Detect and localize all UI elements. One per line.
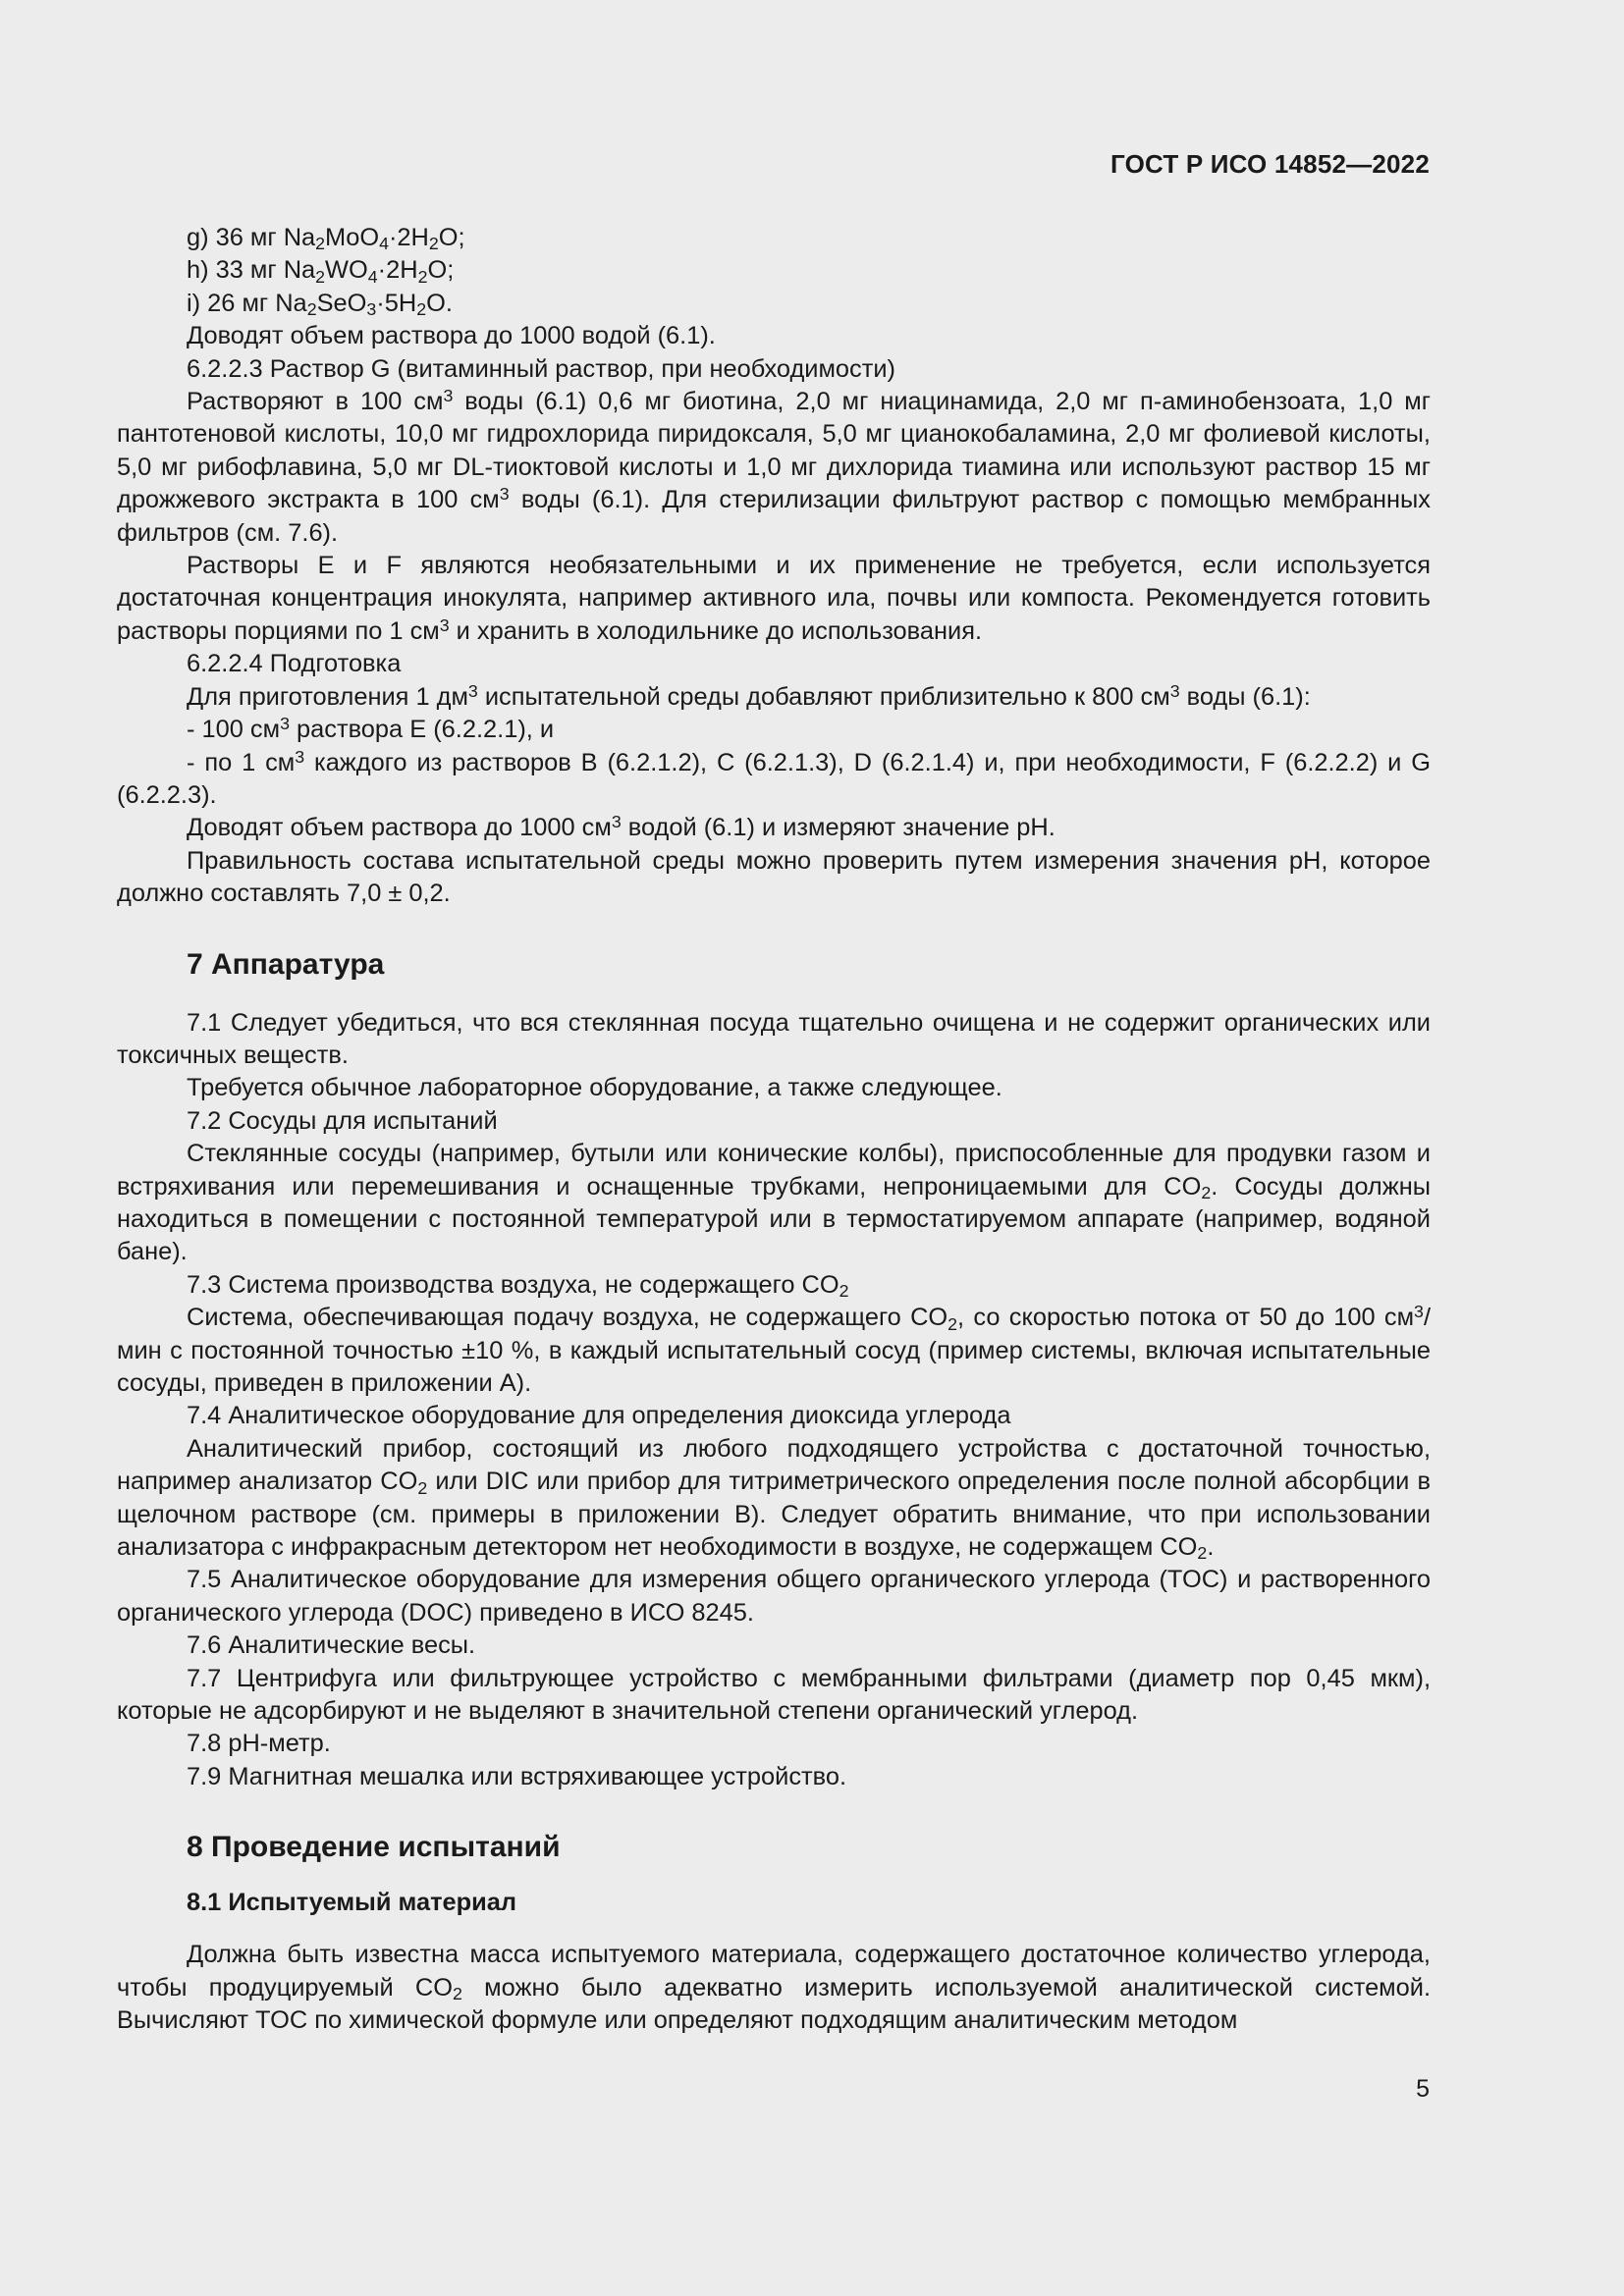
- clause-8-1-body: Должна быть известна масса испытуемого материала, содержащего достаточное количество углерода, чтобы продуцируемый $CO_2$ можно было адекватно измерить используемой аналитической системой. Вычисляют TOC по химической формуле или определяют подходящим аналитическим методом: [117, 1941, 1432, 2035]
- section-title-8: 8 Проведение испытаний: [187, 1831, 561, 1864]
- clause-7-5: 7.5 Аналитическое оборудование для измерения общего органического углерода (TOC) и растворенного органического углерода (DOC) приведено в ИСО 8245.: [117, 1566, 1431, 1627]
- clause-7-9: 7.9 Магнитная мешалка или встряхивающее устройство.: [187, 1762, 847, 1790]
- clause-title-7-2: 7.2 Сосуды для испытаний: [187, 1106, 498, 1135]
- clause-title-7-3: 7.3 Система производства воздуха, не содержащего $CO_2$: [187, 1270, 849, 1302]
- clause-7-6: 7.6 Аналитические весы.: [187, 1631, 476, 1660]
- paragraph-adjust-volume-ph: Доводят объем раствора до 1000 $см^3$ водой (6.1) и измеряют значение pH.: [187, 812, 1056, 842]
- standard-header: ГОСТ Р ИСО 14852—2022: [1110, 149, 1430, 179]
- section-title-7: 7 Аппаратура: [187, 947, 385, 981]
- clause-7-1: 7.1 Следует убедиться, что вся стеклянная посуда тщательно очищена и не содержит органических или токсичных веществ.: [117, 1008, 1431, 1069]
- preparation-item-1: - 100 $см^3$ раствора E (6.2.2.1), и: [187, 714, 555, 744]
- list-item-g: g) 36 мг $Na_2MoO_4\cdot 2H_2O$;: [187, 224, 465, 254]
- clause-7-8: 7.8 pH-метр.: [187, 1730, 331, 1758]
- paragraph-solutions-e-f: Растворы E и F являются необязательными и их применение не требуется, если используется достаточная концентрация инокулята, например активного ила, почвы или компоста. Рекомендуется готовить растворы порциями по 1 $см^3$ и хранить в холодильнике до использования.: [117, 552, 1431, 645]
- clause-title-7-4: 7.4 Аналитическое оборудование для определения диоксида углерода: [187, 1402, 1011, 1430]
- clause-title-6-2-2-4: 6.2.2.4 Подготовка: [187, 650, 402, 678]
- list-item-h: h) 33 мг $Na_2WO_4\cdot 2H_2O$;: [187, 256, 455, 287]
- paragraph-adjust-volume: Доводят объем раствора до 1000 водой (6.1).: [187, 322, 716, 350]
- clause-7-4-body: Аналитический прибор, состоящий из любого подходящего устройства с достаточной точностью, например анализатор $CO_2$ или DIC или прибор для титриметрического определения после полной абсорбции в щелочном растворе (см. примеры в приложении B). Следует обратить внимание, что при использовании анализатора с инфракрасным детектором нет необходимости в воздухе, не содержащем $CO_2$.: [117, 1434, 1431, 1564]
- clause-7-2-body: Стеклянные сосуды (например, бутыли или конические колбы), приспособленные для продувки газом и встряхивания или перемешивания и оснащенные трубками, непроницаемыми для $CO_2$. Сосуды должны находиться в помещении с постоянной температурой или в термостатируемом аппарате (например, водяной бане).: [117, 1140, 1431, 1266]
- page-number: 5: [1416, 2075, 1430, 2103]
- subsection-title-8-1: 8.1 Испытуемый материал: [187, 1889, 517, 1917]
- list-item-i: i) 26 мг $Na_2SeO_3\cdot 5H_2O$.: [187, 289, 453, 320]
- clause-7-7: 7.7 Центрифуга или фильтрующее устройство с мембранными фильтрами (диаметр пор 0,45 мкм), которые не адсорбируют и не выделяют в значительной степени органический углерод.: [117, 1664, 1431, 1726]
- clause-title-6-2-2-3: 6.2.2.3 Раствор G (витаминный раствор, при необходимости): [187, 354, 896, 383]
- paragraph-ph-check: Правильность состава испытательной среды можно проверить путем измерения значения pH, которое должно составлять 7,0 ± 0,2.: [117, 846, 1431, 908]
- preparation-item-2: - по 1 $см^3$ каждого из растворов B (6.2.1.2), C (6.2.1.3), D (6.2.1.4) и, при необходимости, F (6.2.2.2) и G (6.2.2.3).: [117, 746, 1431, 809]
- clause-7-3-body: Система, обеспечивающая подачу воздуха, не содержащего $CO_2$, со скоростью потока от 50 до 100 $см^3$/мин с постоянной точностью ±10 %, в каждый испытательный сосуд (пример системы, включая испытательные сосуды, приведен в приложении A).: [117, 1302, 1431, 1397]
- clause-7-1-equipment: Требуется обычное лабораторное оборудование, а также следующее.: [187, 1074, 1002, 1102]
- document-body: [117, 222, 1431, 2038]
- paragraph-preparation-intro: Для приготовления 1 $дм^3$ испытательной среды добавляют приблизительно к 800 $см^3$ воды (6.1):: [187, 680, 1311, 711]
- paragraph-vitamin-solution: Растворяют в 100 $см^3$ воды (6.1) 0,6 мг биотина, 2,0 мг ниацинамида, 2,0 мг п-аминобензоата, 1,0 мг пантотеновой кислоты, 10,0 мг гидрохлорида пиридоксаля, 5,0 мг цианокобаламина, 2,0 мг фолиевой кислоты, 5,0 мг рибофлавина, 5,0 мг DL-тиоктовой кислоты и 1,0 мг дихлорида тиамина или используют раствор 15 мг дрожжевого экстракта в 100 $см^3$ воды (6.1). Для стерилизации фильтруют раствор с помощью мембранных фильтров (см. 7.6).: [117, 386, 1431, 547]
